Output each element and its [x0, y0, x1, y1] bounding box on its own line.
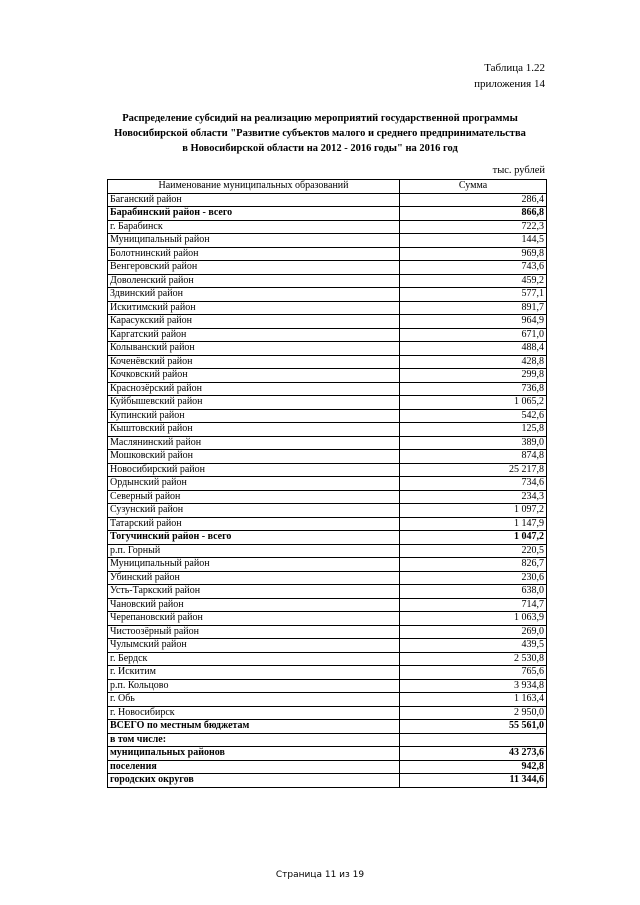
table-row [108, 747, 547, 761]
table-row [108, 531, 547, 545]
subsidy-amount: 1 147,9 [400, 517, 547, 531]
table-row [108, 639, 547, 653]
table-row [108, 477, 547, 491]
subsidy-amount: 1 047,2 [400, 531, 547, 545]
municipality-name: г. Бердск [108, 652, 400, 666]
table-row [108, 774, 547, 788]
municipality-name: Маслянинский район [108, 436, 400, 450]
table-row [108, 517, 547, 531]
municipality-name: Барабинский район - всего [108, 207, 400, 221]
subsidy-amount: 577,1 [400, 288, 547, 302]
table-row [108, 328, 547, 342]
subsidy-amount: 488,4 [400, 342, 547, 356]
table-row [108, 382, 547, 396]
municipality-name: Мошковский район [108, 450, 400, 464]
municipality-name: Тогучинский район - всего [108, 531, 400, 545]
table-row [108, 207, 547, 221]
municipality-name: Каргатский район [108, 328, 400, 342]
table-row [108, 436, 547, 450]
table-row [108, 355, 547, 369]
municipality-name: Чановский район [108, 598, 400, 612]
table-row [108, 342, 547, 356]
table-row [108, 301, 547, 315]
table-row [108, 544, 547, 558]
municipality-name: Коченёвский район [108, 355, 400, 369]
municipality-name: Доволенский район [108, 274, 400, 288]
municipality-name: Чистоозёрный район [108, 625, 400, 639]
table-row [108, 220, 547, 234]
municipality-name: Северный район [108, 490, 400, 504]
table-row [108, 733, 547, 747]
municipality-name: Убинский район [108, 571, 400, 585]
subsidy-amount: 1 065,2 [400, 396, 547, 410]
subsidy-amount: 286,4 [400, 193, 547, 207]
subsidy-amount: 220,5 [400, 544, 547, 558]
table-row [108, 274, 547, 288]
subsidy-amount: 743,6 [400, 261, 547, 275]
table-row [108, 193, 547, 207]
table-row [108, 369, 547, 383]
title-line-3: в Новосибирской области на 2012 - 2016 годы" на 2016 год [182, 143, 458, 154]
table-row [108, 247, 547, 261]
table-number: Таблица 1.22 [484, 62, 545, 74]
table-row [108, 409, 547, 423]
subsidy-amount: 1 063,9 [400, 612, 547, 626]
subsidy-amount: 428,8 [400, 355, 547, 369]
subsidy-amount: 671,0 [400, 328, 547, 342]
table-row [108, 706, 547, 720]
table-row [108, 585, 547, 599]
subsidy-amount: 826,7 [400, 558, 547, 572]
subsidy-amount [400, 733, 547, 747]
table-body [108, 193, 547, 787]
table-row [108, 450, 547, 464]
title-line-1: Распределение субсидий на реализацию мероприятий государственной программы [122, 113, 518, 124]
subsidy-amount: 942,8 [400, 760, 547, 774]
municipality-name: Черепановский район [108, 612, 400, 626]
document-title [90, 111, 550, 156]
table-row [108, 598, 547, 612]
subsidy-amount: 2 530,8 [400, 652, 547, 666]
subsidy-amount: 2 950,0 [400, 706, 547, 720]
page-number: Страница 11 из 19 [275, 870, 365, 880]
subsidy-amount: 866,8 [400, 207, 547, 221]
table-row [108, 288, 547, 302]
subsidy-amount: 234,3 [400, 490, 547, 504]
municipality-name: Колыванский район [108, 342, 400, 356]
subsidy-amount: 25 217,8 [400, 463, 547, 477]
subsidy-amount: 43 273,6 [400, 747, 547, 761]
table-reference [474, 60, 545, 92]
table-row [108, 396, 547, 410]
municipality-name: поселения [108, 760, 400, 774]
subsidy-amount: 969,8 [400, 247, 547, 261]
subsidy-amount: 765,6 [400, 666, 547, 680]
municipality-name: Новосибирский район [108, 463, 400, 477]
table-row [108, 234, 547, 248]
table-row [108, 760, 547, 774]
municipality-name: г. Искитим [108, 666, 400, 680]
subsidy-amount: 125,8 [400, 423, 547, 437]
table-row [108, 612, 547, 626]
table-row [108, 571, 547, 585]
municipality-name: Карасукский район [108, 315, 400, 329]
subsidy-amount: 144,5 [400, 234, 547, 248]
municipality-name: Венгеровский район [108, 261, 400, 275]
appendix-number: приложения 14 [474, 78, 545, 90]
municipality-name: г. Новосибирск [108, 706, 400, 720]
table-row [108, 504, 547, 518]
subsidy-amount: 439,5 [400, 639, 547, 653]
subsidy-amount: 55 561,0 [400, 720, 547, 734]
subsidy-amount: 722,3 [400, 220, 547, 234]
subsidy-amount: 542,6 [400, 409, 547, 423]
municipality-name: Татарский район [108, 517, 400, 531]
municipality-name: Кочковский район [108, 369, 400, 383]
municipality-name: Здвинский район [108, 288, 400, 302]
table-row [108, 490, 547, 504]
column-header-sum: Сумма [400, 180, 547, 194]
municipality-name: Болотнинский район [108, 247, 400, 261]
table-row [108, 693, 547, 707]
subsidy-amount: 299,8 [400, 369, 547, 383]
table-row [108, 558, 547, 572]
municipality-name: муниципальных районов [108, 747, 400, 761]
subsidy-table [107, 179, 547, 788]
municipality-name: Краснозёрский район [108, 382, 400, 396]
municipality-name: Искитимский район [108, 301, 400, 315]
municipality-name: Баганский район [108, 193, 400, 207]
municipality-name: Кыштовский район [108, 423, 400, 437]
municipality-name: Усть-Таркский район [108, 585, 400, 599]
municipality-name: ВСЕГО по местным бюджетам [108, 720, 400, 734]
municipality-name: Куйбышевский район [108, 396, 400, 410]
table-row [108, 423, 547, 437]
subsidy-amount: 891,7 [400, 301, 547, 315]
municipality-name: г. Барабинск [108, 220, 400, 234]
municipality-name: р.п. Горный [108, 544, 400, 558]
municipality-name: Муниципальный район [108, 234, 400, 248]
subsidy-amount: 1 097,2 [400, 504, 547, 518]
subsidy-amount: 734,6 [400, 477, 547, 491]
units-label: тыс. рублей [492, 165, 545, 176]
subsidy-amount: 964,9 [400, 315, 547, 329]
table-row [108, 679, 547, 693]
subsidy-amount: 1 163,4 [400, 693, 547, 707]
subsidy-amount: 714,7 [400, 598, 547, 612]
table-row [108, 625, 547, 639]
subsidy-amount: 389,0 [400, 436, 547, 450]
municipality-name: Купинский район [108, 409, 400, 423]
municipality-name: Муниципальный район [108, 558, 400, 572]
municipality-name: г. Обь [108, 693, 400, 707]
table-row [108, 666, 547, 680]
table-row [108, 652, 547, 666]
subsidy-amount: 459,2 [400, 274, 547, 288]
municipality-name: р.п. Кольцово [108, 679, 400, 693]
table-row [108, 261, 547, 275]
title-line-2: Новосибирской области "Развитие субъектов малого и среднего предпринимательства [114, 128, 526, 139]
subsidy-amount: 269,0 [400, 625, 547, 639]
municipality-name: городских округов [108, 774, 400, 788]
municipality-name: Чулымский район [108, 639, 400, 653]
subsidy-amount: 11 344,6 [400, 774, 547, 788]
table-row [108, 315, 547, 329]
table-header-row [108, 180, 547, 194]
table-row [108, 463, 547, 477]
table-row [108, 720, 547, 734]
subsidy-amount: 736,8 [400, 382, 547, 396]
subsidy-amount: 874,8 [400, 450, 547, 464]
municipality-name: Ордынский район [108, 477, 400, 491]
subsidy-amount: 230,6 [400, 571, 547, 585]
municipality-name: Сузунский район [108, 504, 400, 518]
subsidy-amount: 3 934,8 [400, 679, 547, 693]
municipality-name: в том числе: [108, 733, 400, 747]
subsidy-amount: 638,0 [400, 585, 547, 599]
column-header-name: Наименование муниципальных образований [108, 180, 400, 194]
